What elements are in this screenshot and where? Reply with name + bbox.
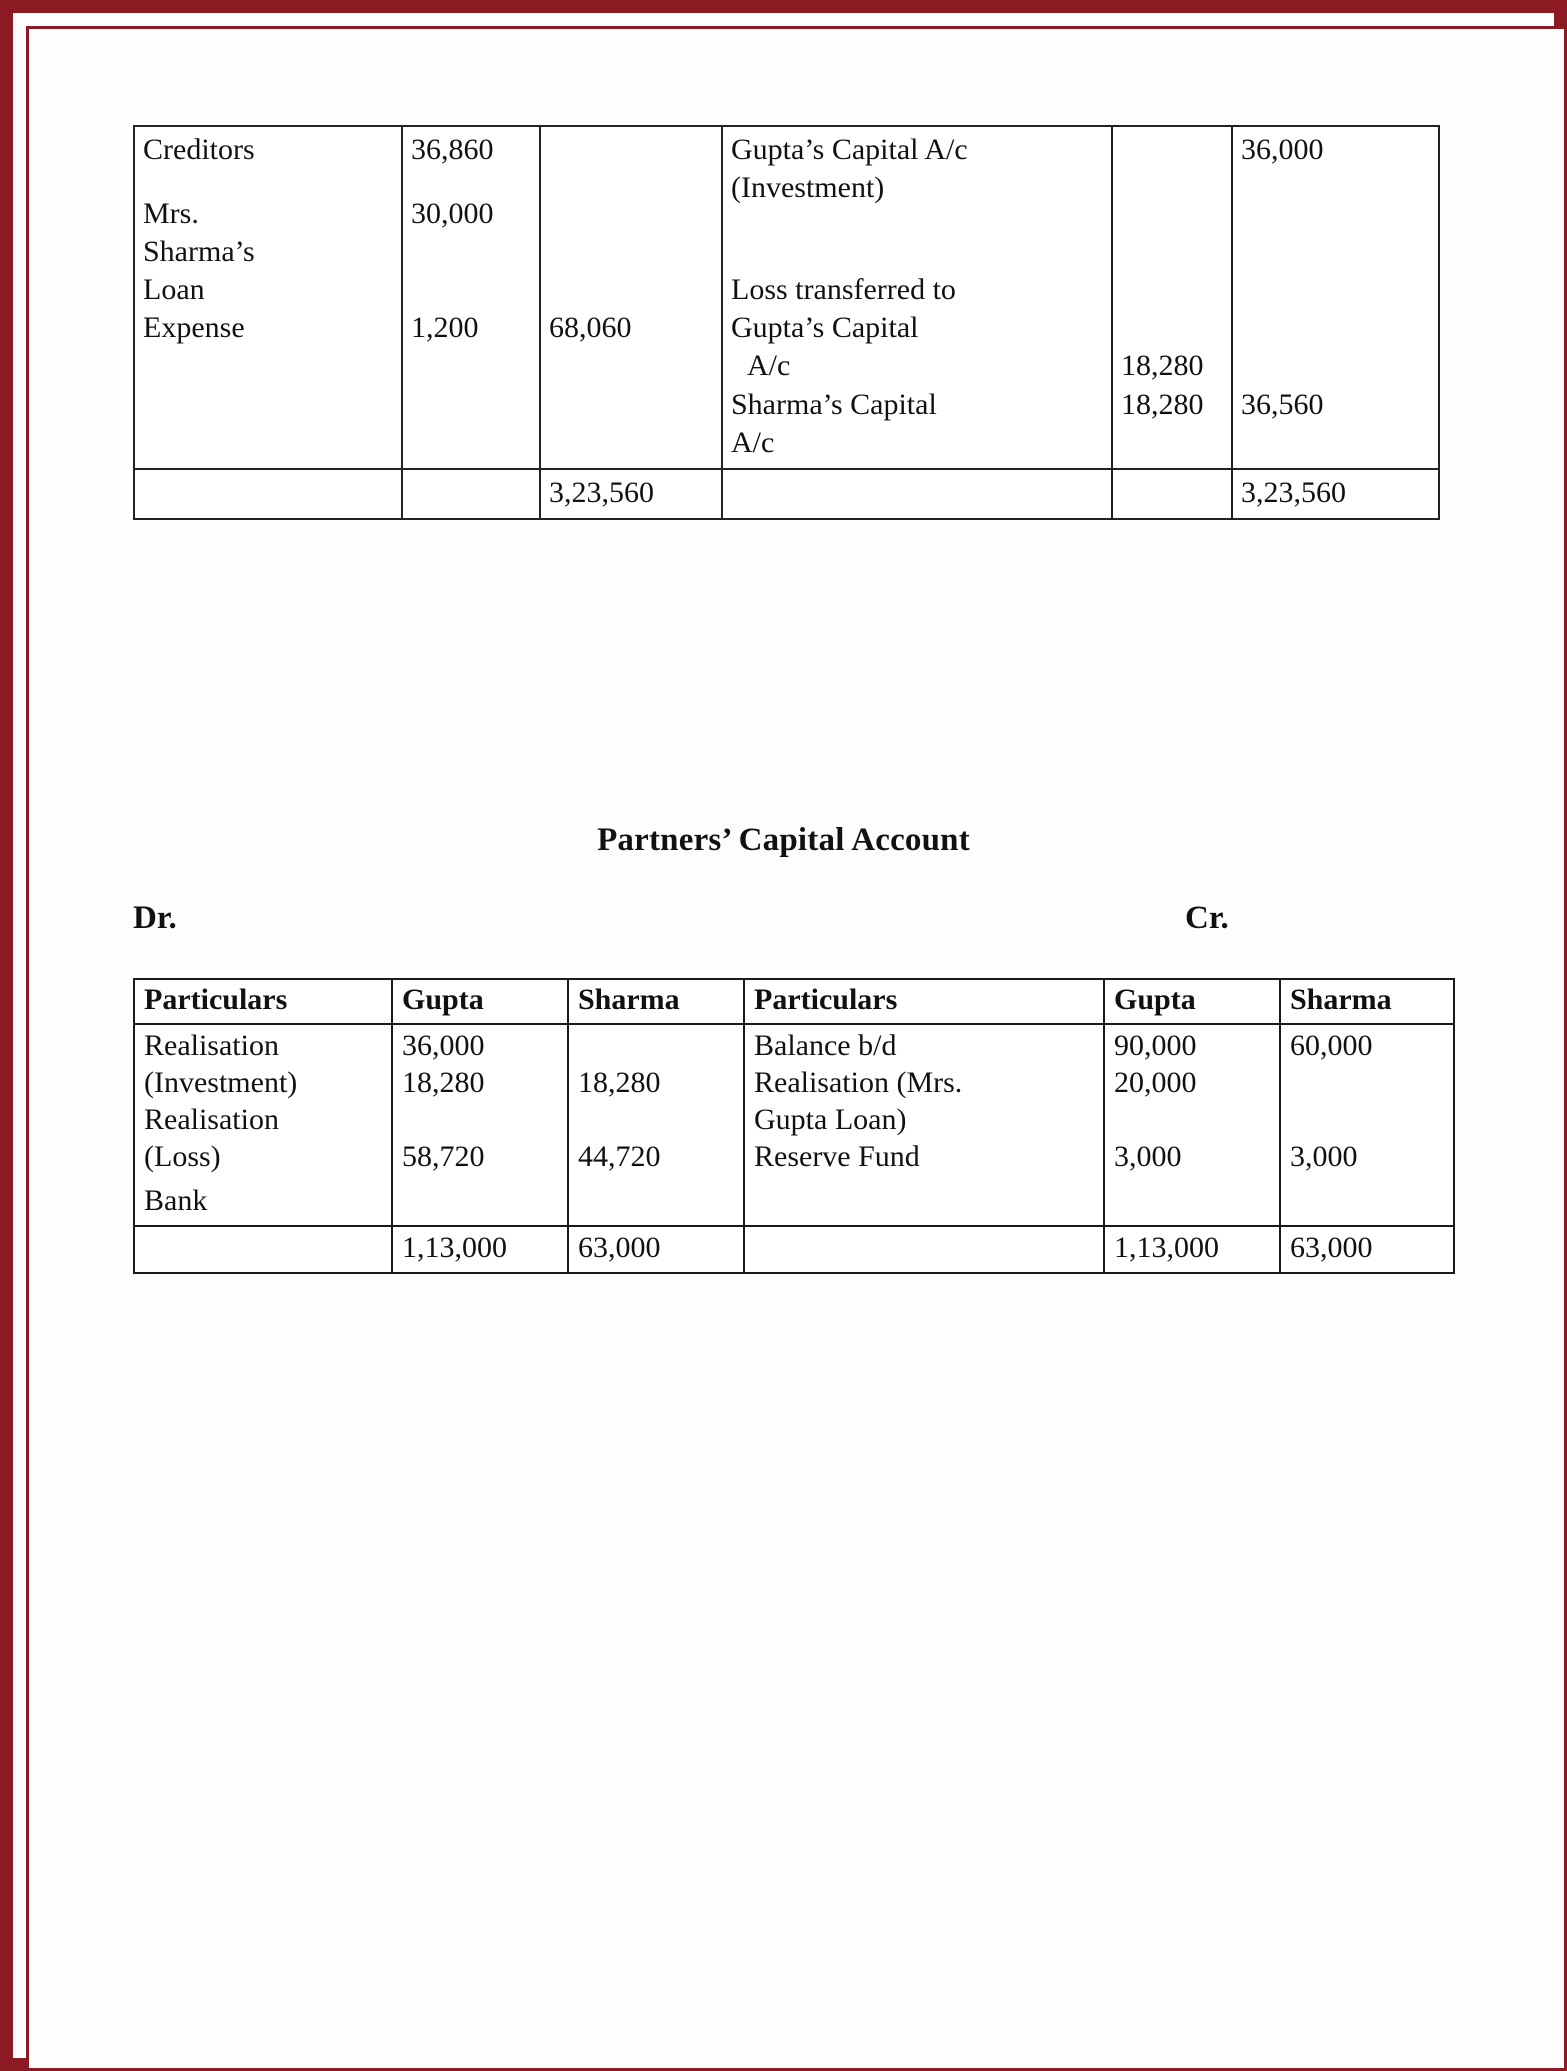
credit-loss-gupta-amount: 18,280 (1121, 349, 1204, 383)
blank-line (1241, 424, 1430, 462)
capital-totals-blank-right (744, 1226, 1104, 1273)
debit-line-realisation-2: Realisation (144, 1102, 279, 1136)
blank-line (1121, 424, 1223, 462)
header-gupta-left: Gupta (392, 979, 568, 1024)
debit-item-sharmas: Sharma’s (143, 235, 255, 269)
blank-line (1121, 309, 1223, 347)
totals-blank-right (722, 469, 1112, 519)
debit-amount-expense: 1,200 (411, 311, 479, 345)
credit-gupta-balance-bd: 90,000 (1114, 1028, 1197, 1062)
realisation-credit-total: 3,23,560 (1232, 469, 1439, 519)
credit-gupta-reserve-fund: 3,000 (1114, 1139, 1182, 1173)
row-spacer (1114, 1175, 1270, 1183)
capital-totals-blank-left (134, 1226, 392, 1273)
debit-gupta-loss-amount: 58,720 (402, 1139, 485, 1173)
blank-line (731, 233, 1103, 271)
debit-gupta-investment-amount: 18,280 (402, 1065, 485, 1099)
credit-item-investment: (Investment) (731, 171, 885, 205)
debit-amount-creditors: 36,860 (411, 133, 494, 166)
debit-subtotal-amount: 68,060 (549, 311, 632, 345)
capital-debit-total-gupta: 1,13,000 (392, 1226, 568, 1273)
row-spacer (754, 1175, 1094, 1183)
partners-capital-account-table (133, 978, 1455, 1274)
capital-debit-particulars-cell (134, 1024, 392, 1226)
blank-line (1121, 169, 1223, 207)
blank-line (549, 271, 713, 309)
credit-item-loss-transferred: Loss transferred to (731, 273, 956, 307)
blank-line (411, 233, 531, 271)
credit-line-balance-bd: Balance b/d (754, 1028, 897, 1062)
credit-item-ac-1: A/c (747, 349, 791, 383)
credit-item-sharmas-capital: Sharma’s Capital (731, 387, 937, 421)
realisation-credit-outer-amount-cell (1232, 126, 1439, 469)
capital-account-heading: Partners’ Capital Account (597, 822, 970, 858)
capital-debit-gupta-cell (392, 1024, 568, 1226)
row-spacer (549, 169, 713, 195)
blank-line (578, 1102, 734, 1139)
credit-sharma-balance-bd: 60,000 (1290, 1028, 1373, 1062)
debit-line-loss: (Loss) (144, 1139, 221, 1173)
debit-item-mrs: Mrs. (143, 197, 199, 231)
capital-credit-particulars-cell (744, 1024, 1104, 1226)
blank-line (1114, 1183, 1270, 1220)
credit-line-reserve-fund: Reserve Fund (754, 1139, 920, 1173)
debit-amount-loan: 30,000 (411, 197, 494, 231)
blank-line (549, 195, 713, 233)
row-spacer (731, 207, 1103, 233)
realisation-debit-outer-amount-cell (540, 126, 722, 469)
capital-credit-total-sharma: 63,000 (1280, 1226, 1454, 1273)
header-gupta-right: Gupta (1104, 979, 1280, 1024)
capital-credit-gupta-cell (1104, 1024, 1280, 1226)
credit-item-guptas-capital-2: Gupta’s Capital (731, 311, 919, 345)
credit-loss-total-amount: 36,560 (1241, 387, 1324, 421)
row-spacer (1241, 207, 1430, 233)
totals-blank-inner-right (1112, 469, 1232, 519)
blank-line (754, 1183, 1094, 1220)
capital-credit-total-gupta: 1,13,000 (1104, 1226, 1280, 1273)
debit-line-investment: (Investment) (144, 1065, 298, 1099)
debit-line-bank: Bank (144, 1184, 208, 1218)
blank-line (1290, 1065, 1444, 1102)
blank-line (1241, 309, 1430, 347)
capital-debit-total-sharma: 63,000 (568, 1226, 744, 1273)
debit-item-creditors: Creditors (143, 133, 255, 166)
credit-line-realisation-mrs: Realisation (Mrs. (754, 1065, 963, 1099)
debit-item-loan: Loan (143, 273, 205, 307)
credit-side-label: Cr. (1185, 900, 1229, 936)
realisation-debit-total: 3,23,560 (540, 469, 722, 519)
blank-line (1121, 233, 1223, 271)
capital-debit-sharma-cell (568, 1024, 744, 1226)
blank-line (549, 131, 713, 169)
blank-line (1241, 347, 1430, 385)
blank-line (1290, 1102, 1444, 1139)
blank-line (1121, 271, 1223, 309)
table-row-totals (134, 1226, 1454, 1273)
totals-blank-inner-left (402, 469, 540, 519)
header-particulars-left: Particulars (134, 979, 392, 1024)
row-spacer (143, 169, 393, 195)
blank-line (1241, 169, 1430, 207)
row-spacer (1121, 207, 1223, 233)
table-header-row (134, 979, 1454, 1024)
row-spacer (144, 1175, 382, 1183)
capital-credit-sharma-cell (1280, 1024, 1454, 1226)
debit-item-expense: Expense (143, 311, 245, 345)
blank-line (1114, 1102, 1270, 1139)
header-sharma-right: Sharma (1280, 979, 1454, 1024)
debit-gupta-realisation-investment: 36,000 (402, 1028, 485, 1062)
realisation-debit-particulars-cell (134, 126, 402, 469)
row-spacer (411, 169, 531, 195)
header-sharma-left: Sharma (568, 979, 744, 1024)
blank-line (402, 1102, 558, 1139)
credit-item-ac-2: A/c (731, 425, 775, 459)
debit-sharma-loss-amount: 44,720 (578, 1139, 661, 1173)
realisation-credit-particulars-cell (722, 126, 1112, 469)
realisation-account-table (133, 125, 1440, 520)
debit-side-label: Dr. (133, 900, 177, 936)
credit-line-gupta-loan: Gupta Loan) (754, 1102, 907, 1136)
debit-line-realisation-1: Realisation (144, 1028, 279, 1062)
credit-sharma-reserve-fund: 3,000 (1290, 1139, 1358, 1173)
blank-line (578, 1183, 734, 1220)
table-row (134, 1024, 1454, 1226)
credit-investment-amount: 36,000 (1241, 133, 1324, 166)
credit-loss-sharma-amount: 18,280 (1121, 387, 1204, 421)
header-particulars-right: Particulars (744, 979, 1104, 1024)
table-row-totals (134, 469, 1439, 519)
blank-line (1241, 233, 1430, 271)
row-spacer (402, 1175, 558, 1183)
blank-line (1241, 271, 1430, 309)
row-spacer (578, 1175, 734, 1183)
blank-line (411, 271, 531, 309)
credit-gupta-realisation-loan: 20,000 (1114, 1065, 1197, 1099)
realisation-credit-inner-amount-cell (1112, 126, 1232, 469)
realisation-debit-inner-amount-cell (402, 126, 540, 469)
blank-line (578, 1028, 734, 1065)
credit-item-guptas-capital: Gupta’s Capital A/c (731, 133, 968, 166)
blank-line (402, 1183, 558, 1220)
debit-sharma-investment-amount: 18,280 (578, 1065, 661, 1099)
blank-line (1290, 1183, 1444, 1220)
blank-line (1121, 131, 1223, 169)
totals-blank-left (134, 469, 402, 519)
row-spacer (1290, 1175, 1444, 1183)
blank-line (549, 233, 713, 271)
table-row (134, 126, 1439, 469)
